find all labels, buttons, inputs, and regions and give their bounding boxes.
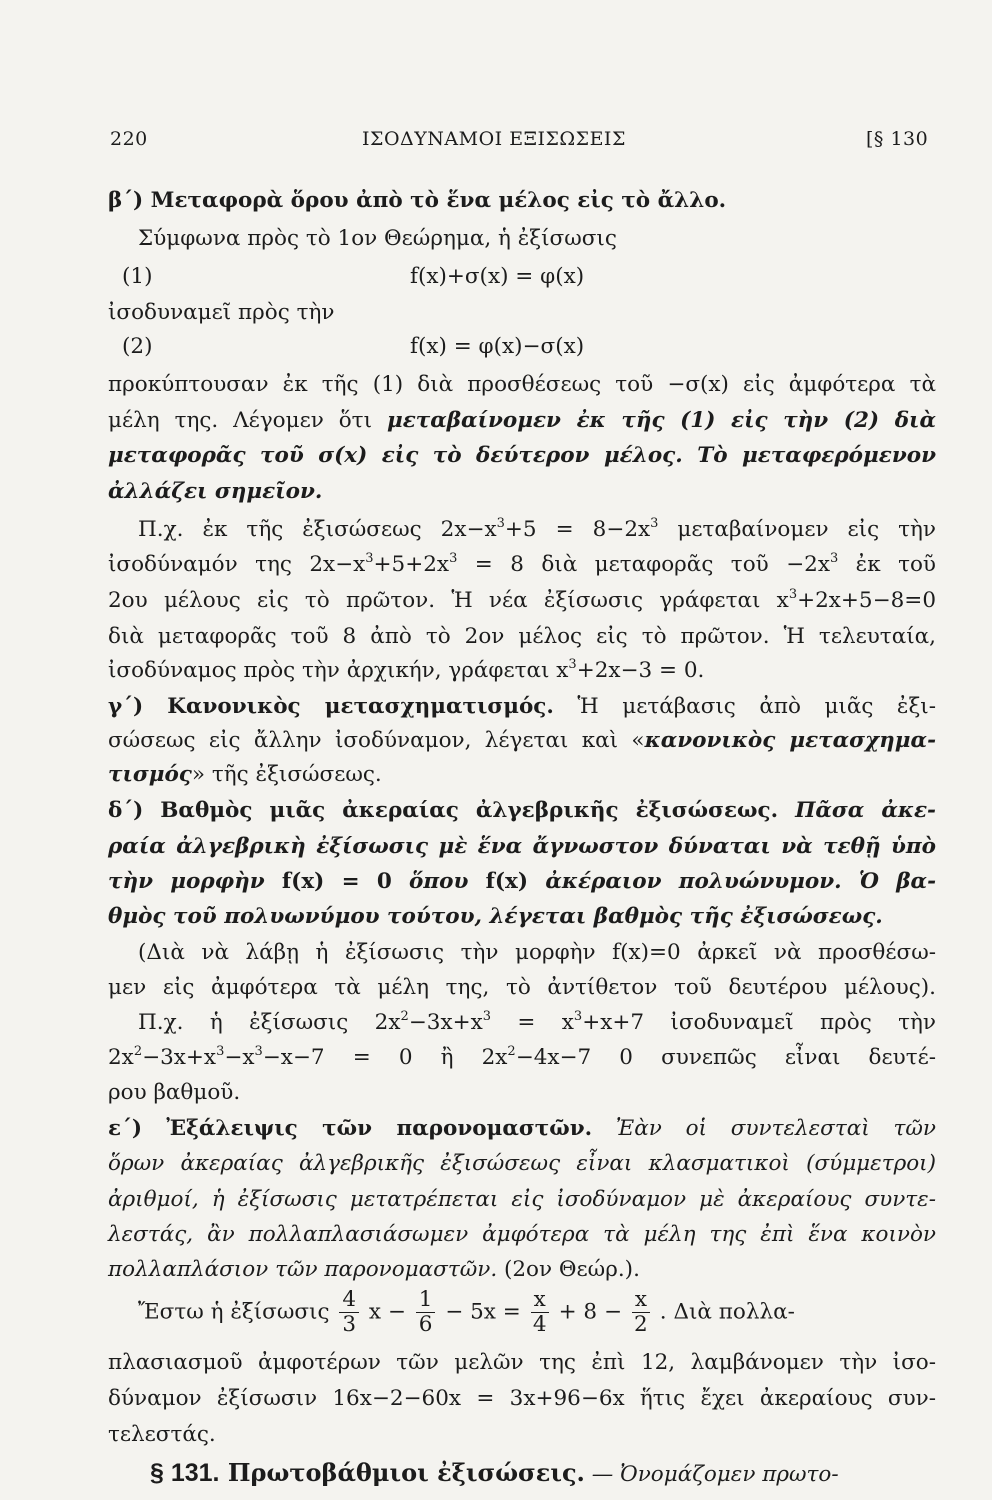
equation-label-2: (2): [122, 334, 153, 359]
text-line: σώσεως εἰς ἄλλην ἰσοδύναμον, λέγεται καὶ «κανονικὸς μετασχημα-: [108, 728, 936, 753]
paragraph-b-intro: Σύμφωνα πρὸς τὸ 1ον Θεώρημα, ἡ ἐξίσωσις: [138, 226, 617, 251]
text-line: προκύπτουσαν ἐκ τῆς (1) διὰ προσθέσεως τοῦ −σ(x) εἰς ἀμφότερα τὰ: [108, 372, 936, 397]
equation-1: f(x)+σ(x) = φ(x): [410, 264, 585, 289]
page-number: 220: [110, 128, 148, 150]
fraction: $\frac{x}{2}$: [632, 1288, 650, 1337]
fraction: $\frac{x}{4}$: [531, 1288, 549, 1337]
text-line: πολλαπλάσιον τῶν παρονομαστῶν. (2ον Θεώρ.).: [108, 1257, 640, 1282]
equation-label-1: (1): [122, 264, 153, 289]
text-line: τελεστάς.: [108, 1422, 216, 1447]
running-title: ΙΣΟΔΥΝΑΜΟΙ ΕΞΙΣΩΣΕΙΣ: [362, 128, 626, 150]
text-line: μεν εἰς ἀμφότερα τὰ μέλη της, τὸ ἀντίθετον τοῦ δευτέρου μέλους).: [108, 975, 936, 1000]
text-line: λεστάς, ἂν πολλαπλασιάσωμεν ἀμφότερα τὰ μέλη της ἐπὶ ἕνα κοινὸν: [108, 1222, 936, 1247]
equation-2: f(x) = φ(x)−σ(x): [410, 334, 585, 359]
example-line: διὰ μεταφορᾶς τοῦ 8 ἀπὸ τὸ 2ον μέλος εἰς τὸ πρῶτον. Ἡ τελευταία,: [108, 624, 936, 649]
example-line: Π.χ. ἐκ τῆς ἐξισώσεως $2x-x^3+5 = 8-2x^3$ μεταβαίνομεν εἰς τὴν: [138, 516, 936, 542]
text-line: πλασιασμοῦ ἀμφοτέρων τῶν μελῶν της ἐπὶ 12, λαμβάνομεν τὴν ἰσο-: [108, 1350, 936, 1375]
text-line: ἀλλάζει σημεῖον.: [108, 479, 323, 504]
equiv-text: ἰσοδυναμεῖ πρὸς τὴν: [108, 300, 335, 325]
section-reference: [§ 130: [866, 128, 929, 150]
example-line: $2x^2-3x+x^3-x^3-x-7 = 0$ ἢ $2x^2-4x-7$ 0 συνεπῶς εἶναι δευτέ-: [108, 1044, 936, 1070]
example-line: 2ου μέλους εἰς τὸ πρῶτον. Ἡ νέα ἐξίσωσις γράφεται $x^3+2x+5-8=0$: [108, 587, 936, 613]
fraction-equation: Ἔστω ἡ ἐξίσωσις $\frac{4}{3}$ x − $\frac{1}{6}$ − 5x = $\frac{x}{4}$ + 8 − $\frac{x}{2}$ . Διὰ πολλα-: [138, 1287, 795, 1337]
text-line: τὴν μορφὴν f(x) = 0 ὅπου f(x) ἀκέραιον πολυώνυμον. Ὁ βα-: [108, 869, 936, 894]
example-line: Π.χ. ἡ ἐξίσωσις $2x^2-3x+x^3 = x^3+x+7$ ἰσοδυναμεῖ πρὸς τὴν: [138, 1009, 936, 1035]
text-line: τισμός» τῆς ἐξισώσεως.: [108, 762, 382, 787]
text-line: μέλη της. Λέγομεν ὅτι μεταβαίνομεν ἐκ τῆς (1) εἰς τὴν (2) διὰ: [108, 408, 936, 433]
example-line: ἰσοδύναμόν της $2x-x^3+5+2x^3 = 8$ διὰ μεταφορᾶς τοῦ $-2x^3$ ἐκ τοῦ: [108, 551, 936, 577]
section-131-heading: § 131. Πρωτοβάθμιοι ἐξισώσεις. — Ὀνομάζομεν πρωτο-: [150, 1458, 839, 1487]
fraction: $\frac{1}{6}$: [416, 1288, 436, 1337]
text-line: ὅρων ἀκεραίας ἀλγεβρικῆς ἐξισώσεως εἶναι κλασματικοὶ (σύμμετροι): [108, 1151, 936, 1176]
text-line: θμὸς τοῦ πολυωνύμου τούτου, λέγεται βαθμὸς τῆς ἐξισώσεως.: [108, 904, 883, 929]
text-line: (Διὰ νὰ λάβῃ ἡ ἐξίσωσις τὴν μορφὴν f(x)=0 ἀρκεῖ νὰ προσθέσω-: [138, 940, 936, 965]
paragraph-b-heading: β΄) Μεταφορὰ ὅρου ἀπὸ τὸ ἕνα μέλος εἰς τὸ ἄλλο.: [108, 188, 727, 213]
text-line: ἀριθμοί, ἡ ἐξίσωσις μετατρέπεται εἰς ἰσοδύναμον μὲ ἀκεραίους συντε-: [108, 1187, 936, 1212]
text-line: δύναμον ἐξίσωσιν 16x−2−60x = 3x+96−6x ἥτις ἔχει ἀκεραίους συν-: [108, 1386, 936, 1411]
paragraph-e-heading: ε΄) Ἐξάλειψις τῶν παρονομαστῶν. Ἐὰν οἱ συντελεσταὶ τῶν: [108, 1116, 936, 1141]
fraction: $\frac{4}{3}$: [339, 1288, 359, 1337]
text-line: ραία ἀλγεβρικὴ ἐξίσωσις μὲ ἕνα ἄγνωστον δύναται νὰ τεθῇ ὑπὸ: [108, 834, 936, 859]
text-line: ρου βαθμοῦ.: [108, 1080, 241, 1105]
paragraph-c-heading: γ΄) Κανονικὸς μετασχηματισμός. Ἡ μετάβασις ἀπὸ μιᾶς ἐξι-: [108, 694, 936, 719]
text-line: μεταφορᾶς τοῦ σ(x) εἰς τὸ δεύτερον μέλος. Τὸ μεταφερόμενον: [108, 443, 936, 468]
paragraph-d-heading: δ΄) Βαθμὸς μιᾶς ἀκεραίας ἀλγεβρικῆς ἐξισώσεως. Πᾶσα ἀκε-: [108, 798, 936, 823]
example-line: ἰσοδύναμος πρὸς τὴν ἀρχικήν, γράφεται $x^3+2x-3 = 0$.: [108, 657, 705, 683]
